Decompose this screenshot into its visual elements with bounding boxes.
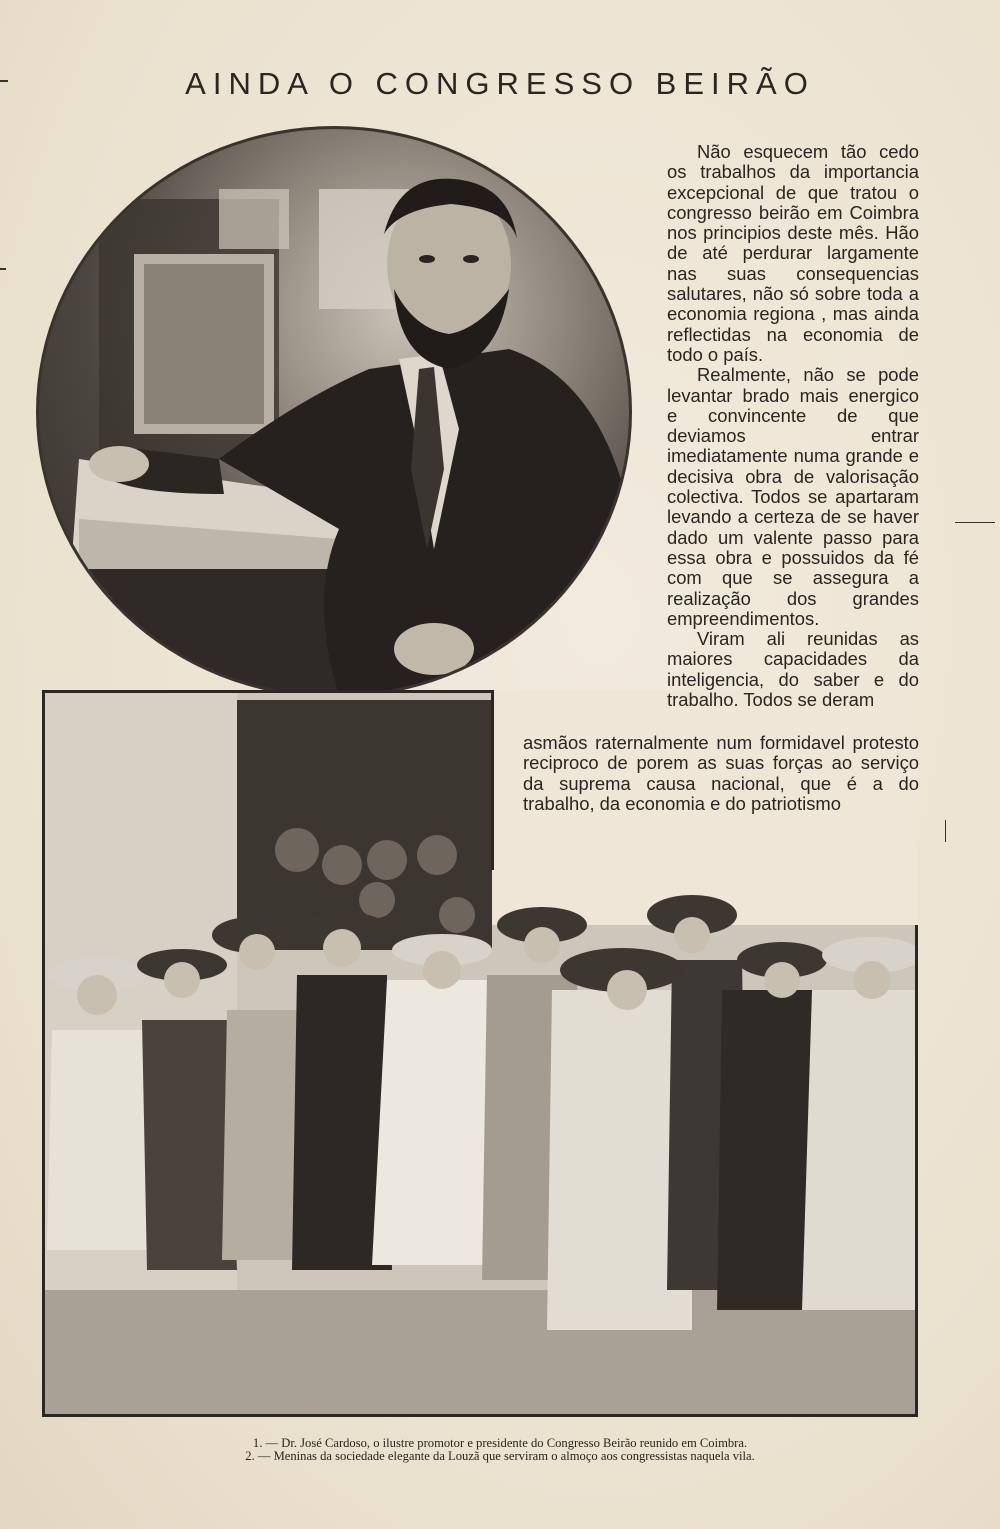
- article-paragraph-1: Não esquecem tão cedo os trabalhos da importancia excepcional de que tratou o congresso beirão em Coimbra nos principios deste mês. Hão de até perdurar largamente nas suas consequencias salutares, não só sobre toda a economia regiona , mas ainda reflectidas na economia de todo o país.: [667, 141, 919, 365]
- photo-frame-left: [42, 690, 45, 1417]
- headline: AINDA O CONGRESSO BEIRÃO: [185, 66, 815, 101]
- article-column: [667, 142, 919, 710]
- edge-mark: [945, 820, 946, 842]
- photo-frame-top: [42, 690, 494, 693]
- photo-frame-bottom: [42, 1414, 918, 1417]
- article-paragraph-3-start: Viram ali reunidas as maiores capacidades da inteligencia, do saber e do trabalho. Todos se deram: [667, 628, 919, 711]
- photo-frame-inner-right: [491, 690, 494, 870]
- caption-2: 2. — Meninas da sociedade elegante da Louzã que serviram o almoço aos congressistas naquela vila.: [245, 1449, 755, 1463]
- edge-mark: [955, 522, 995, 523]
- portrait-photo: [36, 126, 632, 698]
- article-paragraph-3-end: asmãos raternalmente num formidavel protesto reciproco de porem as suas forças ao serviço da suprema causa nacional, que é a do trabalho, da economia e do patriotismo: [523, 732, 919, 814]
- photo-captions: [100, 1437, 900, 1463]
- caption-1: 1. — Dr. José Cardoso, o ilustre promotor e presidente do Congresso Beirão reunido em Coimbra.: [252, 1436, 748, 1450]
- article-continuation: [523, 733, 919, 814]
- edge-mark: [0, 268, 6, 270]
- photo-frame-right: [915, 925, 918, 1417]
- article-paragraph-2: Realmente, não se pode levantar brado mais energico e convincente de que deviamos entrar imediatamente numa grande e decisiva obra de valorisação colectiva. Todos se apartaram levando a certeza de se haver dado um valente passo para essa obra e possuidos da fé com que se assegura a realização dos grandes empreendimentos.: [667, 364, 919, 629]
- portrait-illustration: [39, 129, 629, 695]
- edge-mark: [0, 80, 8, 82]
